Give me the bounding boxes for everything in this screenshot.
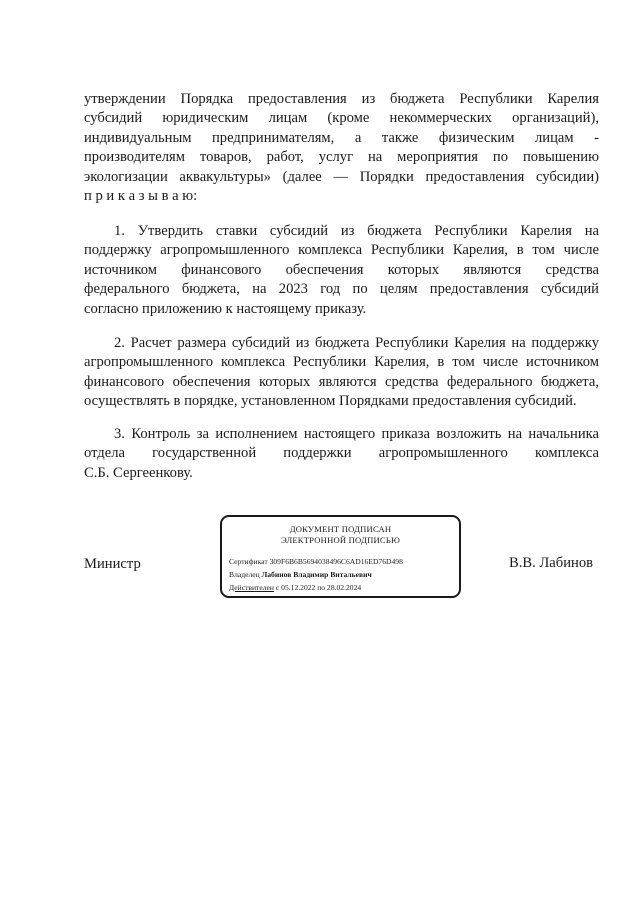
intro-line: индивидуальным предпринимателям, а также физическим лицам - — [84, 129, 599, 146]
valid-from: 05.12.2022 — [281, 583, 316, 592]
certificate-value: 309F6B6B5694038496C6AD16ED76D498 — [269, 557, 403, 566]
paragraph-line: поддержку агропромышленного комплекса Республики Карелия, в том числе — [84, 242, 599, 259]
intro-line: производителям товаров, работ, услуг на мероприятия по повышению — [84, 149, 599, 166]
stamp-certificate — [229, 557, 403, 567]
paragraph-line: 3. Контроль за исполнением настоящего приказа возложить на начальника — [114, 426, 599, 442]
paragraph-line: 1. Утвердить ставки субсидий из бюджета Республики Карелия на — [114, 223, 599, 239]
certificate-label: Сертификат — [229, 557, 268, 566]
order-word: п р и к а з ы в а ю: — [84, 188, 198, 205]
paragraph-3 — [84, 425, 599, 483]
intro-paragraph — [84, 90, 599, 206]
paragraph-2 — [84, 334, 599, 412]
electronic-signature-stamp — [220, 515, 461, 598]
valid-to-label: по — [317, 583, 326, 592]
paragraph-line: источником финансового обеспечения которых являются средства — [84, 261, 599, 278]
stamp-owner — [229, 570, 372, 580]
paragraph-line: федерального бюджета, на 2023 год по целям предоставления субсидий — [84, 281, 599, 298]
paragraph-line: согласно приложению к настоящему приказу. — [84, 300, 367, 317]
owner-value: Лабинов Владимир Витальевич — [261, 570, 372, 579]
paragraph-line: 2. Расчет размера субсидий из бюджета Республики Карелия на поддержку — [114, 335, 599, 351]
valid-label: Действителен — [229, 583, 274, 592]
paragraph-line: С.Б. Сергеенкову. — [84, 464, 193, 481]
valid-from-label: с — [275, 583, 280, 592]
paragraph-line: отдела государственной поддержки агропромышленного комплекса — [84, 445, 599, 462]
stamp-heading: ДОКУМЕНТ ПОДПИСАН — [289, 524, 392, 534]
intro-line: экологизации аквакультуры» (далее — Порядки предоставления субсидии) — [84, 168, 599, 185]
paragraph-line: финансового обеспечения которых являются средства федерального бюджета, — [84, 373, 599, 390]
paragraph-line: осуществлять в порядке, установленном Порядками предоставления субсидий. — [84, 393, 577, 410]
valid-to: 28.02.2024 — [327, 583, 362, 592]
paragraph-1 — [84, 222, 599, 319]
owner-label: Владелец — [229, 570, 260, 579]
stamp-validity — [229, 583, 361, 593]
stamp-heading: ЭЛЕКТРОННОЙ ПОДПИСЬЮ — [280, 535, 400, 545]
paragraph-line: агропромышленного комплекса Республики Карелия, в том числе источником — [84, 354, 599, 371]
signer-name: В.В. Лабинов — [509, 555, 594, 571]
signer-position: Министр — [84, 556, 141, 572]
intro-line: утверждении Порядка предоставления из бюджета Республики Карелия — [84, 91, 599, 107]
intro-line: субсидий юридическим лицам (кроме некоммерческих организаций), — [84, 110, 599, 127]
